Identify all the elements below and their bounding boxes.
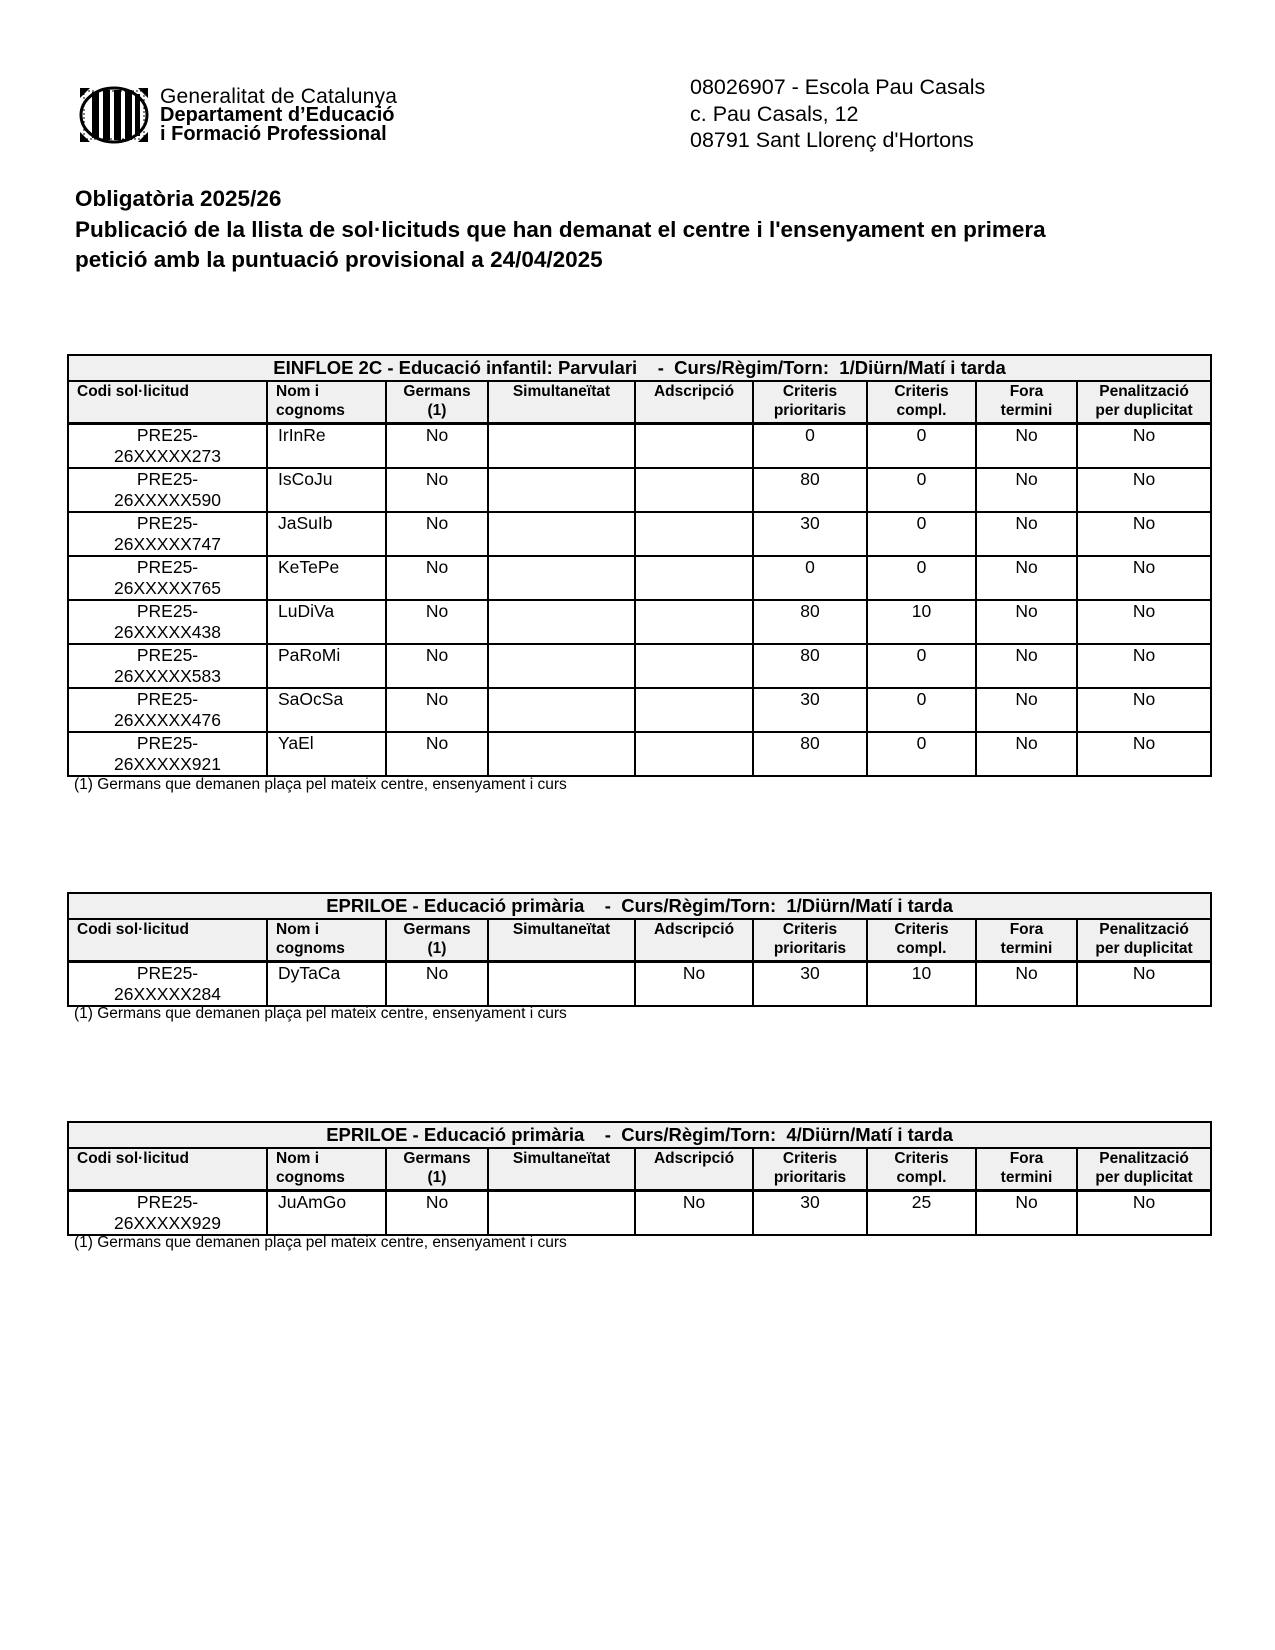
col-fora: Fora termini: [976, 919, 1077, 962]
table-row: [68, 688, 1211, 732]
cell-adscripcio: [635, 644, 753, 688]
code-suffix: 26XXXXX590: [113, 490, 222, 510]
cell-codi: [68, 512, 267, 556]
table-epriloe-1: [67, 892, 1210, 1007]
cell-prioritaris: 0: [753, 424, 867, 469]
cell-simultaneitat: [488, 688, 635, 732]
table-header-row: [68, 381, 1211, 424]
school-address: [690, 74, 985, 154]
coat-of-arms-icon: [78, 86, 150, 144]
table-row: [68, 424, 1211, 469]
cell-adscripcio: [635, 468, 753, 512]
table-caption: EPRILOE - Educació primària - Curs/Règim/Torn: 1/Diürn/Matí i tarda: [68, 893, 1211, 919]
cell-compl: 0: [867, 556, 976, 600]
col-penalitzacio: Penalització per duplicitat: [1077, 381, 1211, 424]
cell-codi: [68, 600, 267, 644]
code-prefix: PRE25-: [136, 601, 199, 621]
cell-penalitzacio: No: [1077, 424, 1211, 469]
title-line-1: Obligatòria 2025/26: [75, 186, 282, 211]
footnote: (1) Germans que demanen plaça pel mateix centre, ensenyament i curs: [74, 1234, 567, 1251]
col-compl: Criteris compl.: [867, 381, 976, 424]
col-adscripcio: Adscripció: [635, 381, 753, 424]
cell-codi: [68, 688, 267, 732]
cell-penalitzacio: No: [1077, 688, 1211, 732]
cell-compl: 0: [867, 732, 976, 776]
school-street: c. Pau Casals, 12: [690, 101, 859, 126]
cell-fora: No: [976, 556, 1077, 600]
cell-nom: YaEl: [267, 732, 386, 776]
cell-germans: No: [386, 644, 488, 688]
cell-prioritaris: 30: [753, 512, 867, 556]
col-codi: Codi sol·licitud: [68, 919, 267, 962]
cell-prioritaris: 0: [753, 556, 867, 600]
col-prioritaris: Criteris prioritaris: [753, 919, 867, 962]
col-compl: Criteris compl.: [867, 919, 976, 962]
col-germans: Germans (1): [386, 381, 488, 424]
col-nom: Nom i cognoms: [267, 1148, 386, 1191]
code-prefix: PRE25-: [136, 513, 199, 533]
cell-prioritaris: 30: [753, 688, 867, 732]
col-adscripcio: Adscripció: [635, 1148, 753, 1191]
cell-simultaneitat: [488, 468, 635, 512]
code-prefix: PRE25-: [136, 469, 199, 489]
cell-adscripcio: [635, 424, 753, 469]
cell-germans: No: [386, 1191, 488, 1236]
table-row: [68, 468, 1211, 512]
col-codi: Codi sol·licitud: [68, 381, 267, 424]
logo-line-1: Generalitat de Catalunya: [160, 84, 398, 108]
col-germans: Germans (1): [386, 919, 488, 962]
cell-nom: SaOcSa: [267, 688, 386, 732]
col-nom: Nom i cognoms: [267, 919, 386, 962]
table-row: [68, 644, 1211, 688]
cell-adscripcio: [635, 688, 753, 732]
table-einfloe-2c: [67, 354, 1210, 777]
cell-simultaneitat: [488, 962, 635, 1007]
col-prioritaris: Criteris prioritaris: [753, 381, 867, 424]
cell-codi: [68, 424, 267, 469]
cell-penalitzacio: No: [1077, 962, 1211, 1007]
col-germans: Germans (1): [386, 1148, 488, 1191]
cell-prioritaris: 80: [753, 644, 867, 688]
cell-penalitzacio: No: [1077, 1191, 1211, 1236]
footnote: (1) Germans que demanen plaça pel mateix centre, ensenyament i curs: [74, 776, 567, 793]
cell-codi: [68, 556, 267, 600]
cell-simultaneitat: [488, 556, 635, 600]
col-adscripcio: Adscripció: [635, 919, 753, 962]
code-suffix: 26XXXXX921: [113, 754, 222, 774]
cell-adscripcio: No: [635, 1191, 753, 1236]
cell-adscripcio: [635, 556, 753, 600]
table-row: [68, 962, 1211, 1007]
cell-germans: No: [386, 732, 488, 776]
title-line-2: Publicació de la llista de sol·licituds que han demanat el centre i l'ensenyament en primera: [75, 216, 1046, 242]
cell-compl: 0: [867, 468, 976, 512]
cell-germans: No: [386, 468, 488, 512]
footnote: (1) Germans que demanen plaça pel mateix centre, ensenyament i curs: [74, 1005, 567, 1022]
cell-codi: [68, 962, 267, 1007]
cell-adscripcio: [635, 512, 753, 556]
code-suffix: 26XXXXX476: [113, 710, 222, 730]
school-code-name: 08026907 - Escola Pau Casals: [690, 75, 986, 99]
code-prefix: PRE25-: [136, 557, 199, 577]
col-nom: Nom i cognoms: [267, 381, 386, 424]
cell-adscripcio: No: [635, 962, 753, 1007]
table-row: [68, 556, 1211, 600]
table-row: [68, 1191, 1211, 1236]
col-penalitzacio: Penalització per duplicitat: [1077, 1148, 1211, 1191]
cell-compl: 10: [867, 962, 976, 1007]
cell-simultaneitat: [488, 600, 635, 644]
cell-fora: No: [976, 644, 1077, 688]
code-prefix: PRE25-: [136, 425, 199, 445]
cell-fora: No: [976, 600, 1077, 644]
code-prefix: PRE25-: [136, 1192, 199, 1212]
cell-compl: 0: [867, 424, 976, 469]
cell-germans: No: [386, 512, 488, 556]
code-suffix: 26XXXXX273: [113, 446, 222, 466]
cell-compl: 10: [867, 600, 976, 644]
cell-fora: No: [976, 962, 1077, 1007]
cell-nom: IrInRe: [267, 424, 386, 469]
generalitat-logo: [78, 86, 397, 144]
cell-penalitzacio: No: [1077, 468, 1211, 512]
cell-penalitzacio: No: [1077, 512, 1211, 556]
cell-penalitzacio: No: [1077, 732, 1211, 776]
table-row: [68, 600, 1211, 644]
cell-fora: No: [976, 1191, 1077, 1236]
title-line-3: petició amb la puntuació provisional a 24/04/2025: [75, 247, 603, 272]
cell-penalitzacio: No: [1077, 600, 1211, 644]
cell-fora: No: [976, 688, 1077, 732]
col-penalitzacio: Penalització per duplicitat: [1077, 919, 1211, 962]
cell-codi: [68, 732, 267, 776]
code-prefix: PRE25-: [136, 963, 199, 983]
cell-penalitzacio: No: [1077, 644, 1211, 688]
code-suffix: 26XXXXX929: [113, 1213, 222, 1233]
cell-fora: No: [976, 468, 1077, 512]
cell-germans: No: [386, 556, 488, 600]
cell-simultaneitat: [488, 424, 635, 469]
table-caption: EINFLOE 2C - Educació infantil: Parvulari - Curs/Règim/Torn: 1/Diürn/Matí i tarda: [68, 355, 1211, 381]
table-row: [68, 732, 1211, 776]
cell-nom: JaSuIb: [267, 512, 386, 556]
school-city: 08791 Sant Llorenç d'Hortons: [690, 128, 974, 152]
col-fora: Fora termini: [976, 1148, 1077, 1191]
code-prefix: PRE25-: [136, 645, 199, 665]
cell-nom: JuAmGo: [267, 1191, 386, 1236]
cell-adscripcio: [635, 732, 753, 776]
code-suffix: 26XXXXX284: [113, 984, 222, 1004]
cell-adscripcio: [635, 600, 753, 644]
cell-compl: 25: [867, 1191, 976, 1236]
cell-simultaneitat: [488, 644, 635, 688]
code-prefix: PRE25-: [136, 689, 199, 709]
cell-fora: No: [976, 732, 1077, 776]
table-epriloe-4: [67, 1121, 1210, 1236]
cell-codi: [68, 1191, 267, 1236]
table-header-row: [68, 919, 1211, 962]
cell-nom: PaRoMi: [267, 644, 386, 688]
cell-compl: 0: [867, 644, 976, 688]
cell-simultaneitat: [488, 512, 635, 556]
col-simultaneitat: Simultaneïtat: [488, 919, 635, 962]
cell-penalitzacio: No: [1077, 556, 1211, 600]
cell-nom: KeTePe: [267, 556, 386, 600]
cell-prioritaris: 30: [753, 962, 867, 1007]
cell-codi: [68, 644, 267, 688]
cell-fora: No: [976, 512, 1077, 556]
code-suffix: 26XXXXX765: [113, 578, 222, 598]
cell-nom: IsCoJu: [267, 468, 386, 512]
cell-germans: No: [386, 688, 488, 732]
cell-simultaneitat: [488, 1191, 635, 1236]
cell-prioritaris: 80: [753, 732, 867, 776]
col-simultaneitat: Simultaneïtat: [488, 381, 635, 424]
cell-codi: [68, 468, 267, 512]
table-row: [68, 512, 1211, 556]
code-suffix: 26XXXXX747: [113, 534, 222, 554]
cell-compl: 0: [867, 512, 976, 556]
table-header-row: [68, 1148, 1211, 1191]
col-simultaneitat: Simultaneïtat: [488, 1148, 635, 1191]
col-codi: Codi sol·licitud: [68, 1148, 267, 1191]
cell-germans: No: [386, 962, 488, 1007]
cell-germans: No: [386, 424, 488, 469]
logo-line-3: i Formació Professional: [160, 122, 387, 145]
cell-prioritaris: 80: [753, 468, 867, 512]
col-fora: Fora termini: [976, 381, 1077, 424]
cell-prioritaris: 30: [753, 1191, 867, 1236]
document-title: [75, 184, 1046, 276]
cell-compl: 0: [867, 688, 976, 732]
code-suffix: 26XXXXX438: [113, 622, 222, 642]
cell-prioritaris: 80: [753, 600, 867, 644]
cell-nom: DyTaCa: [267, 962, 386, 1007]
cell-simultaneitat: [488, 732, 635, 776]
code-suffix: 26XXXXX583: [113, 666, 222, 686]
cell-fora: No: [976, 424, 1077, 469]
table-caption: EPRILOE - Educació primària - Curs/Règim/Torn: 4/Diürn/Matí i tarda: [68, 1122, 1211, 1148]
cell-nom: LuDiVa: [267, 600, 386, 644]
logo-line-2: Departament d’Educació: [160, 103, 395, 126]
cell-germans: No: [386, 600, 488, 644]
col-compl: Criteris compl.: [867, 1148, 976, 1191]
code-prefix: PRE25-: [136, 733, 199, 753]
col-prioritaris: Criteris prioritaris: [753, 1148, 867, 1191]
